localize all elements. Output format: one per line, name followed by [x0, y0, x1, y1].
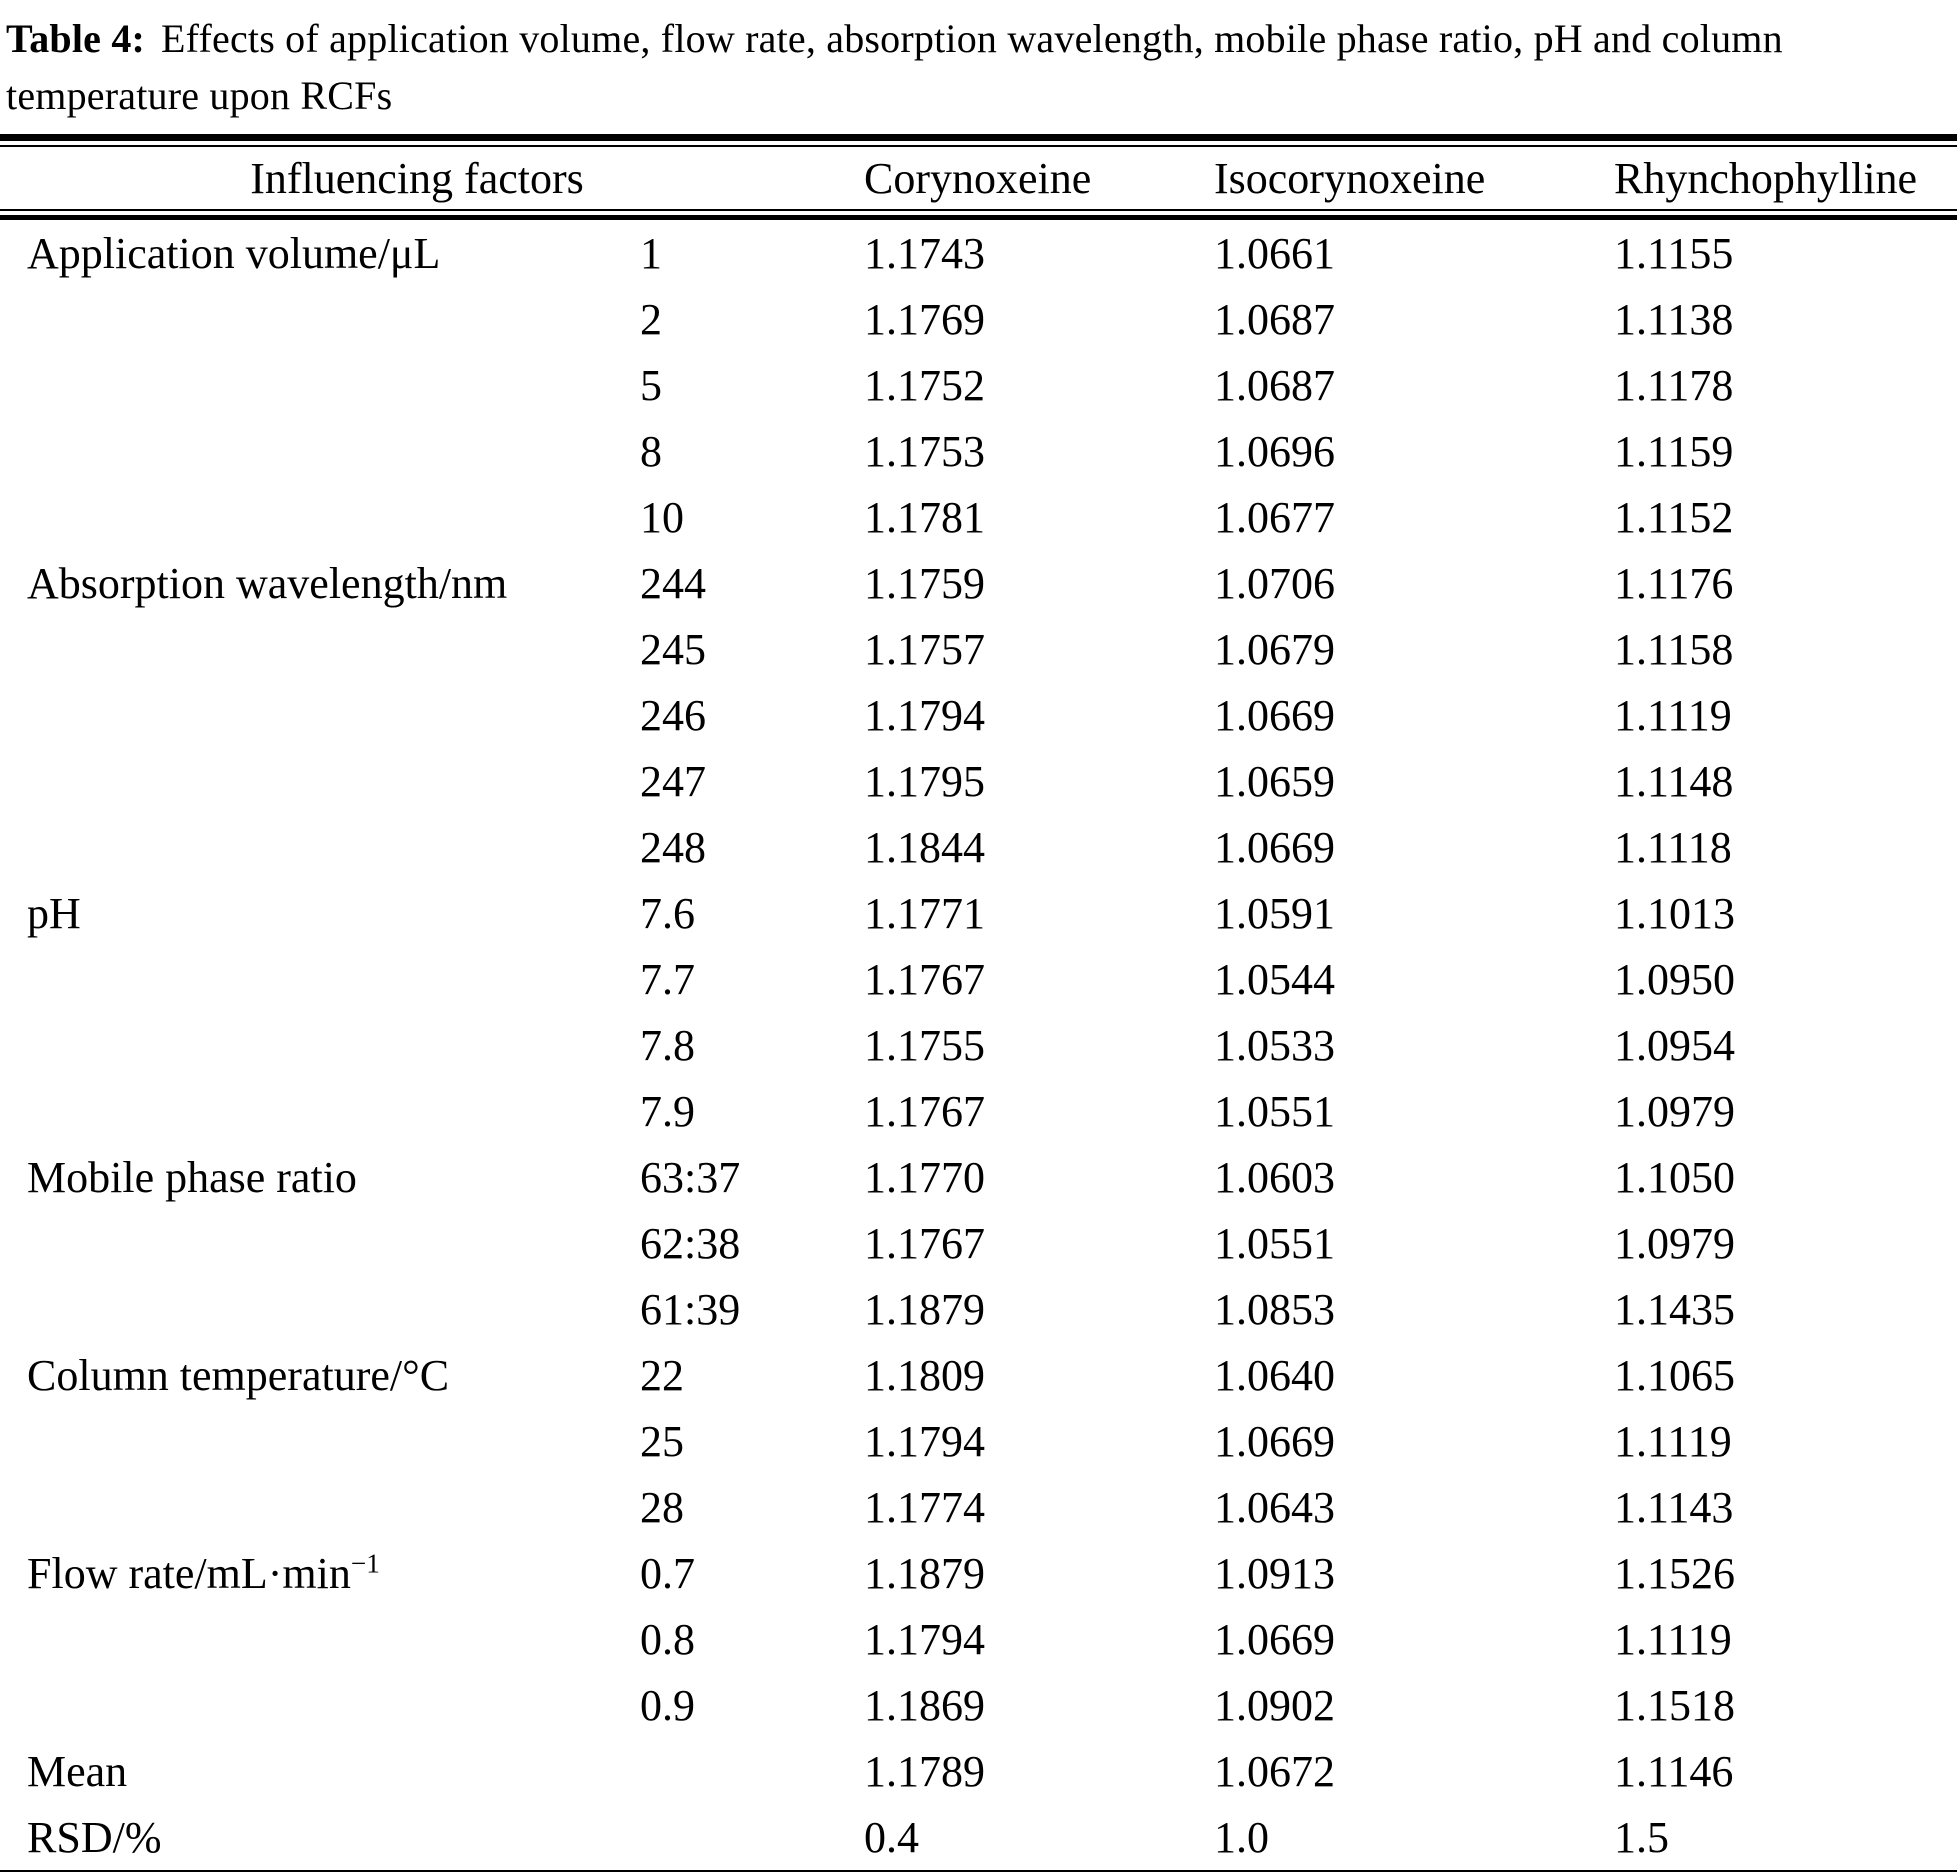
- corynoxeine-value: 1.1755: [864, 1020, 985, 1070]
- corynoxeine-value: 1.1743: [864, 228, 985, 278]
- rhynchophylline-value: 1.1152: [1614, 492, 1734, 542]
- factor-cell: Flow rate/$mL\cdot\min^{-1}$: [27, 1547, 380, 1598]
- corynoxeine-value: 1.1767: [864, 954, 985, 1004]
- isocorynoxeine-value: 1.0677: [1214, 492, 1335, 542]
- isocorynoxeine-value: 1.0902: [1214, 1680, 1335, 1730]
- rhynchophylline-value: 1.1119: [1614, 690, 1732, 740]
- table-row: [0, 1606, 1957, 1672]
- header-corynoxeine: Corynoxeine: [864, 153, 1092, 203]
- factor-cell: [0, 286, 612, 352]
- rhynchophylline-value: 1.1050: [1614, 1152, 1735, 1202]
- corynoxeine-value: 1.1769: [864, 294, 985, 344]
- corynoxeine-value: 1.1794: [864, 690, 985, 740]
- corynoxeine-value: 1.1794: [864, 1416, 985, 1466]
- isocorynoxeine-value: 1.0696: [1214, 426, 1335, 476]
- table-row: [0, 286, 1957, 352]
- level-cell: 22: [640, 1350, 684, 1400]
- isocorynoxeine-value: 1.0603: [1214, 1152, 1335, 1202]
- isocorynoxeine-value: 1.0706: [1214, 558, 1335, 608]
- table-row: [0, 1210, 1957, 1276]
- table-row: [0, 682, 1957, 748]
- rhynchophylline-value: 1.1518: [1614, 1680, 1735, 1730]
- corynoxeine-value: 1.1844: [864, 822, 985, 872]
- factor-cell: [0, 352, 612, 418]
- header-influencing-factors: Influencing factors: [250, 153, 584, 203]
- rhynchophylline-value: 1.1148: [1614, 756, 1734, 806]
- factor-cell: [0, 946, 612, 1012]
- factor-cell: [0, 748, 612, 814]
- level-cell: 245: [640, 624, 706, 674]
- level-cell: 244: [640, 558, 706, 608]
- rhynchophylline-value: 1.0950: [1614, 954, 1735, 1004]
- corynoxeine-value: 1.1879: [864, 1548, 985, 1598]
- table-top-rule: [0, 134, 1957, 147]
- corynoxeine-value: 1.1869: [864, 1680, 985, 1730]
- table-row: [0, 1804, 1957, 1870]
- isocorynoxeine-value: 1.0591: [1214, 888, 1335, 938]
- table-row: [0, 352, 1957, 418]
- rhynchophylline-value: 1.1159: [1614, 426, 1734, 476]
- factor-cell: [0, 1276, 612, 1342]
- factor-cell: [0, 1408, 612, 1474]
- table-row: [0, 1276, 1957, 1342]
- table-row: [0, 946, 1957, 1012]
- level-cell: 7.7: [640, 954, 695, 1004]
- header-isocorynoxeine: Isocorynoxeine: [1214, 153, 1486, 203]
- corynoxeine-value: 1.1781: [864, 492, 985, 542]
- isocorynoxeine-value: 1.0661: [1214, 228, 1335, 278]
- factor-cell: [0, 1474, 612, 1540]
- table-row: [0, 1540, 1957, 1606]
- level-cell: 0.9: [640, 1680, 695, 1730]
- rhynchophylline-value: 1.1119: [1614, 1614, 1732, 1664]
- factor-cell: [0, 1012, 612, 1078]
- rhynchophylline-value: 1.1435: [1614, 1284, 1735, 1334]
- isocorynoxeine-value: 1.0669: [1214, 822, 1335, 872]
- factor-cell: Mean: [27, 1746, 128, 1796]
- level-cell: 248: [640, 822, 706, 872]
- rhynchophylline-value: 1.1013: [1614, 888, 1735, 938]
- corynoxeine-value: 1.1771: [864, 888, 985, 938]
- isocorynoxeine-value: 1.0551: [1214, 1218, 1335, 1268]
- factor-cell: Column temperature/°C: [27, 1350, 450, 1400]
- isocorynoxeine-value: 1.0640: [1214, 1350, 1335, 1400]
- factor-cell: [0, 1606, 612, 1672]
- isocorynoxeine-value: 1.0913: [1214, 1548, 1335, 1598]
- corynoxeine-value: 1.1767: [864, 1086, 985, 1136]
- table-row: [0, 220, 1957, 286]
- table-caption: [0, 0, 1957, 124]
- corynoxeine-value: 1.1752: [864, 360, 985, 410]
- header-rhynchophylline: Rhynchophylline: [1614, 153, 1918, 203]
- table-row: [0, 814, 1957, 880]
- level-cell: 63:37: [640, 1152, 741, 1202]
- isocorynoxeine-value: 1.0533: [1214, 1020, 1335, 1070]
- rcf-table: [0, 220, 1957, 1870]
- factor-cell: RSD/%: [27, 1812, 162, 1862]
- rhynchophylline-value: 1.1178: [1614, 360, 1734, 410]
- corynoxeine-value: 1.1753: [864, 426, 985, 476]
- level-cell: 25: [640, 1416, 684, 1466]
- table-caption-text: Effects of application volume, flow rate, absorption wavelength, mobile phase ratio, pH and column temperature upon RCFs: [6, 16, 1783, 118]
- corynoxeine-value: 1.1757: [864, 624, 985, 674]
- rhynchophylline-value: 1.0979: [1614, 1218, 1735, 1268]
- table-row: [0, 1078, 1957, 1144]
- factor-cell: pH: [27, 888, 81, 938]
- level-cell: 61:39: [640, 1284, 741, 1334]
- factor-cell: Absorption wavelength/nm: [27, 558, 508, 608]
- rhynchophylline-value: 1.1065: [1614, 1350, 1735, 1400]
- table-row: [0, 1408, 1957, 1474]
- header-row: [0, 147, 1957, 209]
- table-row: [0, 880, 1957, 946]
- isocorynoxeine-value: 1.0669: [1214, 1614, 1335, 1664]
- corynoxeine-value: 1.1795: [864, 756, 985, 806]
- corynoxeine-value: 0.4: [864, 1812, 919, 1862]
- isocorynoxeine-value: 1.0672: [1214, 1746, 1335, 1796]
- isocorynoxeine-value: 1.0853: [1214, 1284, 1335, 1334]
- level-cell: 246: [640, 690, 706, 740]
- factor-cell: [0, 814, 612, 880]
- corynoxeine-value: 1.1879: [864, 1284, 985, 1334]
- rhynchophylline-value: 1.1118: [1614, 822, 1732, 872]
- factor-cell: Mobile phase ratio: [27, 1152, 357, 1202]
- level-cell: 7.9: [640, 1086, 695, 1136]
- superscript: −1: [350, 1547, 380, 1578]
- factor-cell: [0, 1672, 612, 1738]
- corynoxeine-value: 1.1759: [864, 558, 985, 608]
- level-cell: 0.8: [640, 1614, 695, 1664]
- level-cell: 28: [640, 1482, 684, 1532]
- level-cell: [612, 1738, 834, 1804]
- rhynchophylline-value: 1.1143: [1614, 1482, 1734, 1532]
- level-cell: 1: [640, 228, 662, 278]
- factor-cell: [0, 418, 612, 484]
- table-header: [0, 147, 1957, 209]
- factor-cell: [0, 682, 612, 748]
- rhynchophylline-value: 1.1155: [1614, 228, 1734, 278]
- level-cell: 5: [640, 360, 662, 410]
- factor-cell: [0, 1078, 612, 1144]
- isocorynoxeine-value: 1.0: [1214, 1812, 1269, 1862]
- factor-cell: [0, 616, 612, 682]
- level-cell: 8: [640, 426, 662, 476]
- rhynchophylline-value: 1.1176: [1614, 558, 1734, 608]
- table-row: [0, 748, 1957, 814]
- table-row: [0, 1342, 1957, 1408]
- corynoxeine-value: 1.1770: [864, 1152, 985, 1202]
- header-separator-rule: [0, 209, 1957, 220]
- corynoxeine-value: 1.1789: [864, 1746, 985, 1796]
- isocorynoxeine-value: 1.0659: [1214, 756, 1335, 806]
- isocorynoxeine-value: 1.0643: [1214, 1482, 1335, 1532]
- rhynchophylline-value: 1.5: [1614, 1812, 1669, 1862]
- table-row: [0, 1144, 1957, 1210]
- rhynchophylline-value: 1.1119: [1614, 1416, 1732, 1466]
- isocorynoxeine-value: 1.0687: [1214, 360, 1335, 410]
- rhynchophylline-value: 1.0979: [1614, 1086, 1735, 1136]
- table-caption-label: Table 4:: [6, 16, 146, 61]
- rhynchophylline-value: 1.1146: [1614, 1746, 1734, 1796]
- table-row: [0, 1672, 1957, 1738]
- corynoxeine-value: 1.1767: [864, 1218, 985, 1268]
- table-body: [0, 220, 1957, 1870]
- table-row: [0, 616, 1957, 682]
- table-row: [0, 550, 1957, 616]
- corynoxeine-value: 1.1794: [864, 1614, 985, 1664]
- rhynchophylline-value: 1.1526: [1614, 1548, 1735, 1598]
- table-row: [0, 1474, 1957, 1540]
- isocorynoxeine-value: 1.0679: [1214, 624, 1335, 674]
- isocorynoxeine-value: 1.0669: [1214, 690, 1335, 740]
- factor-cell: [0, 484, 612, 550]
- isocorynoxeine-value: 1.0687: [1214, 294, 1335, 344]
- level-cell: 62:38: [640, 1218, 741, 1268]
- factor-cell: Application volume/μL: [27, 228, 441, 278]
- rhynchophylline-value: 1.1158: [1614, 624, 1734, 674]
- table-row: [0, 1738, 1957, 1804]
- isocorynoxeine-value: 1.0551: [1214, 1086, 1335, 1136]
- level-cell: 247: [640, 756, 706, 806]
- level-cell: 7.6: [640, 888, 695, 938]
- table-row: [0, 484, 1957, 550]
- factor-cell: [0, 1210, 612, 1276]
- level-cell: 10: [640, 492, 684, 542]
- level-cell: 7.8: [640, 1020, 695, 1070]
- rhynchophylline-value: 1.0954: [1614, 1020, 1735, 1070]
- level-cell: [612, 1804, 834, 1870]
- table-row: [0, 418, 1957, 484]
- corynoxeine-value: 1.1809: [864, 1350, 985, 1400]
- corynoxeine-value: 1.1774: [864, 1482, 985, 1532]
- isocorynoxeine-value: 1.0669: [1214, 1416, 1335, 1466]
- level-cell: 0.7: [640, 1548, 695, 1598]
- isocorynoxeine-value: 1.0544: [1214, 954, 1335, 1004]
- table-row: [0, 1012, 1957, 1078]
- rhynchophylline-value: 1.1138: [1614, 294, 1734, 344]
- level-cell: 2: [640, 294, 662, 344]
